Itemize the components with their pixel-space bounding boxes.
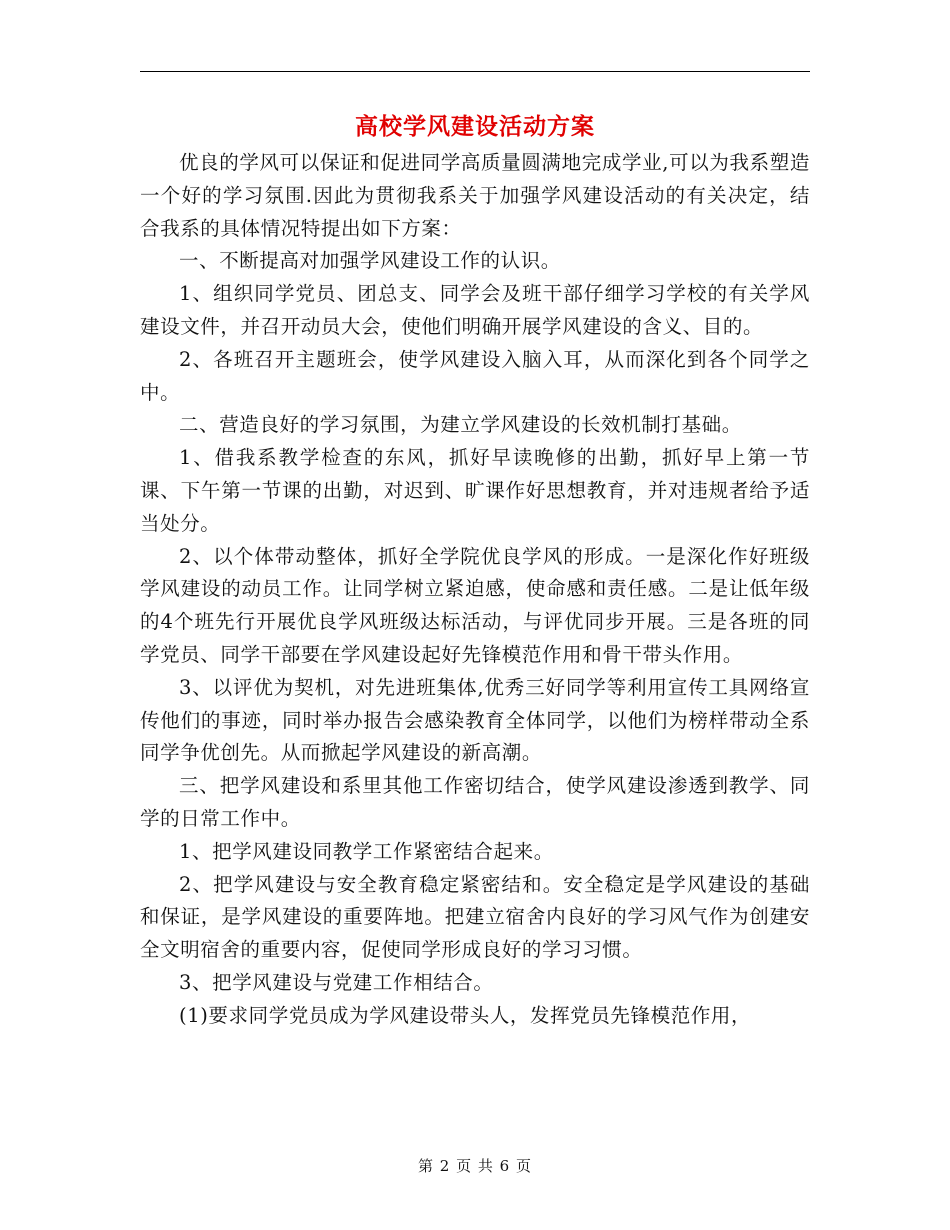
- paragraph-3-3-1: (1)要求同学党员成为学风建设带头人，发挥党员先锋模范作用，: [179, 1003, 752, 1027]
- page-number: 第 2 页 共 6 页: [418, 1157, 532, 1175]
- paragraph-2-3: 3、以评优为契机，对先进班集体,优秀三好同学等利用宣传工具网络宣传他们的事迹，同时举办报告会感染教育全体同学，以他们为榜样带动全系同学争优创先。从而掀起学风建设的新高潮。: [140, 675, 810, 765]
- paragraph-3-1: 1、把学风建设同教学工作紧密结合起来。: [179, 839, 554, 863]
- header-rule: [140, 71, 810, 72]
- paragraph-2-1: 1、借我系教学检查的东风，抓好早读晚修的出勤，抓好早上第一节课、下午第一节课的出勤，对迟到、旷课作好思想教育，并对违规者给予适当处分。: [140, 446, 810, 535]
- paragraph-1-1: 1、组织同学党员、团总支、同学会及班干部仔细学习学校的有关学风建设文件，并召开动员大会，使他们明确开展学风建设的含义、目的。: [140, 282, 810, 338]
- paragraph-3-2: 2、把学风建设与安全教育稳定紧密结和。安全稳定是学风建设的基础和保证，是学风建设的重要阵地。把建立宿舍内良好的学习风气作为创建安全文明宿舍的重要内容，促使同学形成良好的学习习惯。: [140, 872, 810, 962]
- heading-section-2: 二、营造良好的学习氛围，为建立学风建设的长效机制打基础。: [179, 413, 742, 437]
- document-title: 高校学风建设活动方案: [355, 114, 595, 140]
- document-body: [140, 147, 810, 1033]
- heading-section-3: 三、把学风建设和系里其他工作密切结合，使学风建设渗透到教学、同学的日常工作中。: [140, 774, 810, 830]
- paragraph-3-3: 3、把学风建设与党建工作相结合。: [179, 970, 494, 994]
- paragraph-2-2: 2、以个体带动整体，抓好全学院优良学风的形成。一是深化作好班级学风建设的动员工作。让同学树立紧迫感，使命感和责任感。二是让低年级的4个班先行开展优良学风班级达标活动，与评优同步开展。三是各班的同学党员、同学干部要在学风建设起好先锋模范作用和骨干带头作用。: [140, 544, 810, 666]
- paragraph-intro: 优良的学风可以保证和促进同学高质量圆满地完成学业,可以为我系塑造一个好的学习氛围.因此为贯彻我系关于加强学风建设活动的有关决定，结合我系的具体情况特提出如下方案：: [140, 151, 810, 240]
- heading-section-1: 一、不断提高对加强学风建设工作的认识。: [179, 249, 561, 273]
- paragraph-1-2: 2、各班召开主题班会，使学风建设入脑入耳，从而深化到各个同学之中。: [140, 347, 810, 404]
